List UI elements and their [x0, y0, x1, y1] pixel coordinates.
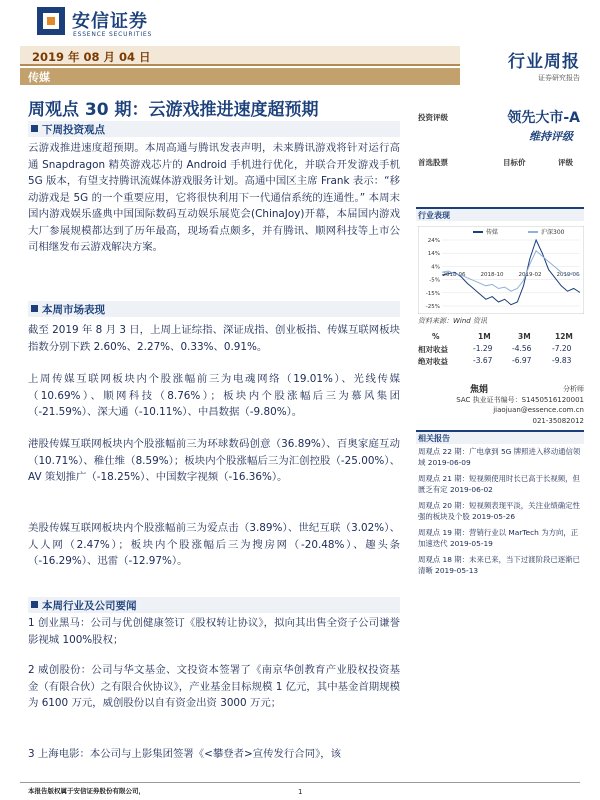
related-title: 周观点 20 期：短视频表现平淡，关注业绩确定性强的板块及个股	[418, 501, 580, 521]
paragraph-a-share-movers: 上周传媒互联网板块内个股涨幅前三为电魂网络（19.01%）、光线传媒（10.69%）、顺网科技（8.76%）；板块内个股涨幅后三为慕风集团（-21.59%）、深大通（-10.11%）、中昌数据（-9.80%）。	[28, 373, 400, 418]
list-item[interactable]	[418, 500, 584, 522]
rating-maintain: 维持评级	[529, 130, 573, 143]
company-logo	[36, 4, 176, 44]
news-item-2: 2 威创股份：公司与华文基金、文投资本签署了《南京华创教育产业股权投资基金（有限合伙）之有限合伙协议》，产业基金目标规模 1 亿元，其中基金首期规模为 6100 万元，威创股份以自有资金出资 3000 万元；	[28, 664, 400, 709]
related-title: 周观点 18 期：未来已来，当下过渡阶段已逐渐已清晰	[418, 555, 580, 575]
related-date: 2019-05-19	[449, 539, 493, 548]
section-heading-market: 本周市场表现	[28, 301, 400, 317]
side-heading-performance: 行业表现	[416, 207, 584, 221]
chart-y-tick-label: -15%	[425, 290, 440, 297]
chart-y-tick-label: 24%	[427, 238, 440, 244]
table-cell: -9.83	[552, 356, 572, 365]
target-price-label: 目标价	[503, 158, 526, 167]
chart-source: 资料来源：Wind 资讯	[418, 317, 487, 325]
bullet-square-icon	[31, 305, 38, 312]
table-row-label: 绝对收益	[418, 357, 448, 366]
date-bar	[20, 46, 460, 66]
related-title: 周观点 21 期：短视频使用时长已高于长视频，但匮乏有定	[418, 474, 580, 494]
paragraph-market-summary: 截至 2019 年 8 月 3 日，上周上证综指、深证成指、创业板指、传媒互联网板块指数分别下跌 2.60%、2.27%、0.33%、0.91%。	[28, 324, 400, 353]
related-date: 2019-05-13	[435, 566, 479, 575]
table-cell: -6.97	[512, 356, 532, 365]
sector-bar	[20, 68, 460, 85]
analyst-role: 分析师	[563, 385, 584, 393]
pick-stock-label: 首选股票	[418, 158, 448, 167]
table-row	[418, 356, 584, 368]
chart-x-tick-label: 2019-02	[518, 272, 542, 278]
section-heading-news: 本周行业及公司要闻	[28, 597, 400, 613]
news-item-1: 1 创业黑马：公司与优创健康签订《股权转让协议》，拟向其出售全资子公司谦誉影视城 100%股权；	[28, 617, 400, 646]
related-title: 周观点 19 期：营销行业以 MarTech 为方向，正加速迭代	[418, 528, 579, 548]
chart-x-tick-label: 2018-06	[442, 272, 466, 278]
table-cell: -1.29	[473, 344, 493, 353]
chart-y-tick-label: -5%	[429, 277, 440, 284]
analyst-phone: 021-35082012	[532, 417, 584, 425]
list-item[interactable]	[418, 446, 584, 468]
news-item-3: 3 上海电影：本公司与上影集团签署《<攀登者>宣传发行合同》，该	[28, 748, 342, 760]
rating-col-label: 评级	[558, 158, 573, 167]
logo-name-cn: 安信证券	[72, 11, 148, 32]
chart-y-tick-label: 4%	[431, 264, 440, 271]
paragraph-hk-movers: 港股传媒互联网板块内个股涨幅前三为环球数码创意（36.89%）、百奥家庭互动（10.71%）、稚仕维（8.59%）；板块内个股涨幅后三为汇创控股（-25.00%）、AV 策划推广（-18.25%）、中国数字视频（-16.36%）。	[28, 438, 400, 483]
table-header-cell: 3M	[518, 332, 531, 341]
chart-y-tick-label: 14%	[427, 251, 440, 258]
table-cell: -3.67	[473, 356, 493, 365]
table-header-cell: %	[432, 332, 440, 341]
analyst-license: SAC 执业证书编号：S1450516120001	[456, 396, 584, 404]
paragraph-outlook: 云游戏推进速度超预期。本周高通与腾讯发表声明，未来腾讯游戏将针对运行高通 Snapdragon 精英游戏芯片的 Android 手机进行优化，并联合开发游戏手机 5G 版本，有望支持腾讯流媒体游戏服务计划。高通中国区主席 Frank 表示：“移动游戏是 5G 的一个重要应用，它将很快利用下一代通信系统的连通性。” 本周末国内游戏娱乐盛典中国国际数码互动娱乐展览会(ChinaJoy)开幕，本届国内游戏大厂参展规模都达到了历年最高，现场看点颇多，并有腾讯、顺网科技等上市公司相继发布云游戏解决方案。	[28, 142, 400, 253]
related-reports-list	[418, 446, 584, 581]
chart-x-tick-label: 2019-06	[556, 272, 580, 278]
table-cell: -7.20	[552, 344, 572, 353]
rating-value: 领先大市-A	[507, 110, 580, 126]
table-header-row	[418, 332, 584, 344]
report-date: 2019 年 08 月 04 日	[32, 50, 151, 64]
section-heading-outlook: 下周投资观点	[28, 121, 400, 137]
page-footer	[20, 782, 580, 800]
logo-mark-icon	[36, 6, 66, 36]
report-type: 行业周报	[508, 52, 580, 72]
table-row-label: 相对收益	[418, 345, 448, 354]
chart-legend-label: 沪深300	[541, 229, 565, 236]
related-date: 2019-06-09	[427, 458, 471, 467]
list-item[interactable]	[418, 554, 584, 576]
related-date: 2019-06-02	[449, 485, 493, 494]
page-title: 周观点 30 期：云游戏推进速度超预期	[28, 100, 319, 120]
rating-label: 投资评级	[418, 113, 448, 122]
chart-x-tick-label: 2018-10	[480, 272, 504, 278]
table-header-cell: 1M	[478, 332, 491, 341]
list-item[interactable]	[418, 527, 584, 549]
industry-performance-chart	[418, 226, 584, 314]
related-date: 2019-05-26	[472, 512, 516, 521]
paragraph-us-movers: 美股传媒互联网板块内个股涨幅前三为爱点击（3.89%）、世纪互联（3.02%）、人人网（2.47%）；板块内个股涨幅后三为搜房网（-20.48%）、趣头条（-16.29%）、迅雷（-12.97%）。	[28, 522, 400, 567]
bullet-square-icon	[31, 601, 38, 608]
chart-legend-label: 传媒	[486, 229, 499, 236]
analyst-name: 焦娟	[470, 385, 489, 395]
list-item[interactable]	[418, 473, 584, 495]
table-header-cell: 12M	[555, 332, 573, 341]
table-row	[418, 344, 584, 356]
sector-name: 传媒	[28, 71, 50, 84]
performance-table	[418, 332, 584, 368]
bullet-square-icon	[31, 125, 38, 132]
analyst-email[interactable]: jiaojuan@essence.com.cn	[493, 406, 584, 414]
footer-disclaimer: 本报告版权属于安信证券股份有限公司，	[28, 787, 145, 795]
related-title: 周观点 22 期：广电拿到 5G 牌照进入移动通信领域	[418, 447, 581, 467]
side-heading-related: 相关报告	[416, 430, 584, 444]
logo-name-en: ESSENCE SECURITIES	[73, 31, 153, 38]
chart-y-tick-label: -25%	[425, 304, 440, 310]
table-cell: -4.56	[512, 344, 532, 353]
page-number: 1	[298, 788, 303, 796]
report-subtype: 证券研究报告	[538, 74, 580, 82]
